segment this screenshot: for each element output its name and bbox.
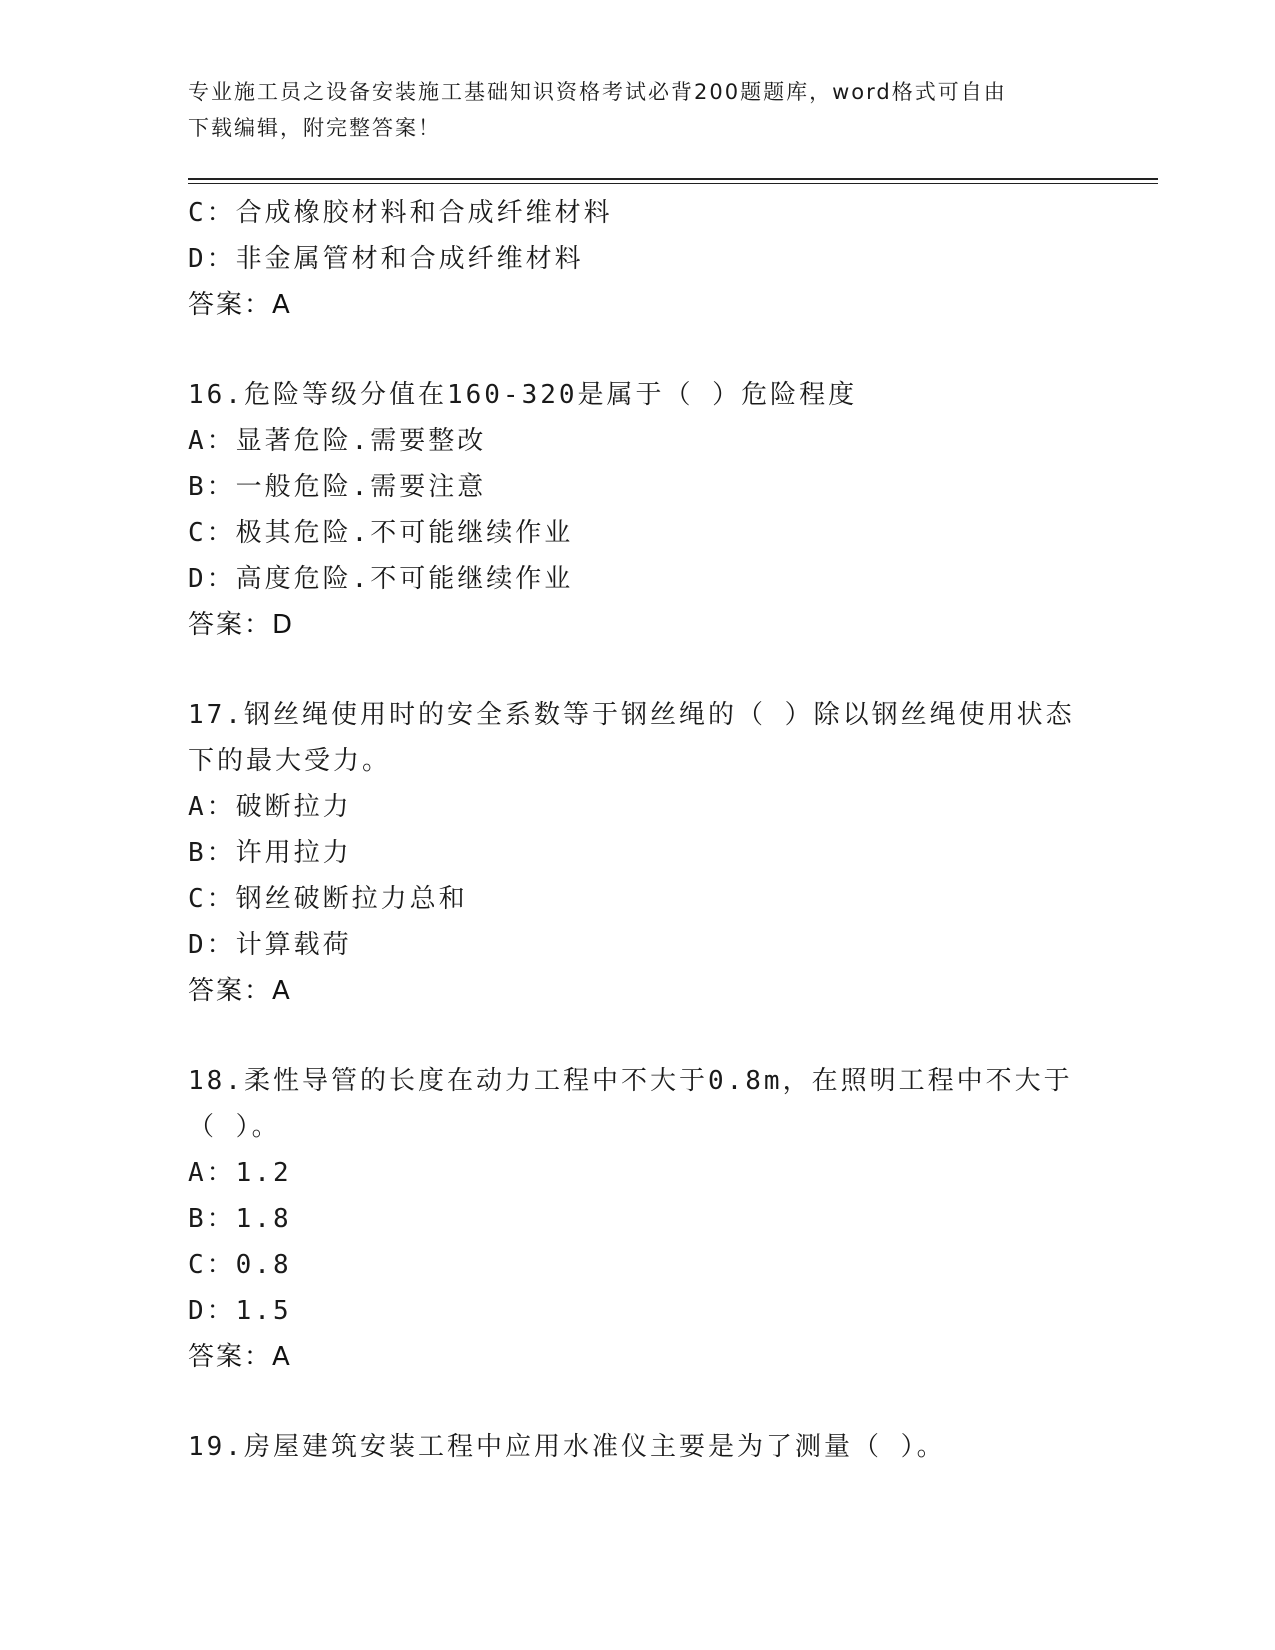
option-d: D：高度危险.不可能继续作业	[188, 564, 574, 594]
option-d: D：1.5	[188, 1296, 292, 1326]
header-divider-thin	[188, 183, 1158, 184]
option-a: A：显著危险.需要整改	[188, 426, 487, 456]
answer-line: 答案：A	[188, 290, 292, 320]
option-a: A：1.2	[188, 1158, 292, 1188]
option-d: D：非金属管材和合成纤维材料	[188, 244, 584, 274]
question-block-15-continued	[188, 190, 1088, 328]
question-text: 19.房屋建筑安装工程中应用水准仪主要是为了测量（ ）。	[188, 1432, 946, 1462]
option-c: C：极其危险.不可能继续作业	[188, 518, 574, 548]
answer-line: 答案：A	[188, 976, 292, 1006]
document-header	[188, 74, 1078, 146]
option-c: C：合成橡胶材料和合成纤维材料	[188, 198, 613, 228]
question-list	[188, 190, 1088, 1470]
question-text: 16.危险等级分值在160-320是属于（ ）危险程度	[188, 380, 858, 410]
option-a: A：破断拉力	[188, 792, 352, 822]
option-d: D：计算载荷	[188, 930, 352, 960]
question-block-17	[188, 692, 1088, 1014]
option-b: B：一般危险.需要注意	[188, 472, 487, 502]
question-block-16	[188, 372, 1088, 648]
header-title-line-2: 下载编辑，附完整答案！	[188, 116, 441, 140]
header-title-line-1: 专业施工员之设备安装施工基础知识资格考试必背200题题库，word格式可自由	[188, 80, 1007, 104]
answer-line: 答案：D	[188, 610, 295, 640]
option-c: C：钢丝破断拉力总和	[188, 884, 468, 914]
option-b: B：1.8	[188, 1204, 292, 1234]
question-text: 17.钢丝绳使用时的安全系数等于钢丝绳的（ ）除以钢丝绳使用状态下的最大受力。	[188, 700, 1075, 776]
question-block-18	[188, 1058, 1088, 1380]
question-block-19	[188, 1424, 1088, 1470]
question-text: 18.柔性导管的长度在动力工程中不大于0.8m，在照明工程中不大于（ ）。	[188, 1066, 1073, 1142]
option-c: C：0.8	[188, 1250, 292, 1280]
header-divider-thick	[188, 178, 1158, 180]
option-b: B：许用拉力	[188, 838, 352, 868]
answer-line: 答案：A	[188, 1342, 292, 1372]
